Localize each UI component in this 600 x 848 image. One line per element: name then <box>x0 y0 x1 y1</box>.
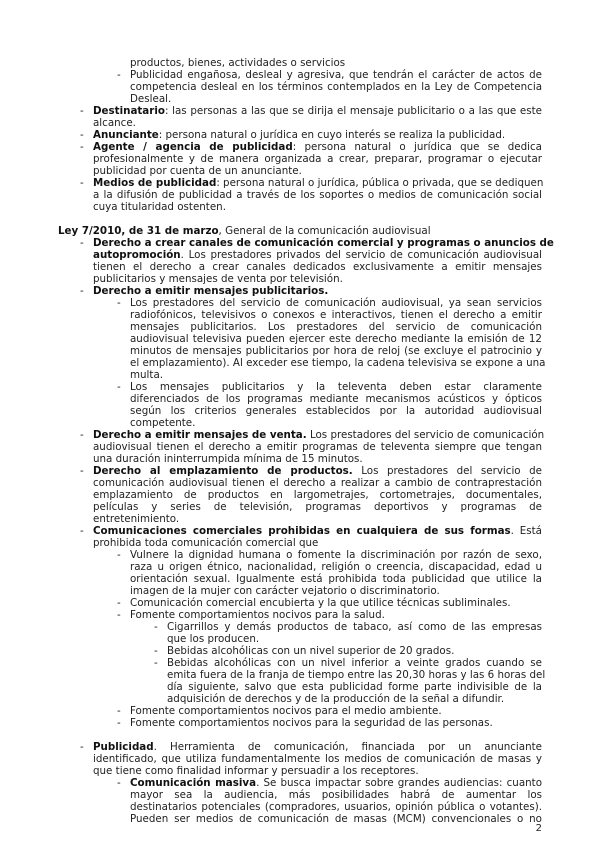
list-dash: - <box>80 741 84 753</box>
text-line: Los mensajes publicitarios y la televenta deben estar claramente <box>130 381 542 393</box>
list-dash: - <box>80 141 84 153</box>
text-line: entretenimiento. <box>93 513 180 525</box>
text-line: Bebidas alcohólicas con un nivel inferior a veinte grados cuando se <box>167 657 542 669</box>
text-line: según los criterios generales establecidos por la autoridad audiovisual <box>130 405 542 417</box>
text-line: Desleal. <box>130 93 172 105</box>
text-line: Vulnere la dignidad humana o fomente la discriminación por razón de sexo, <box>130 549 542 561</box>
page-number: 2 <box>535 823 542 834</box>
text-line <box>93 129 542 141</box>
text-line: publicitarios y mensajes de venta por televisión. <box>93 273 343 285</box>
text-line: alcance. <box>93 117 136 129</box>
text-line <box>93 285 542 297</box>
list-dash: - <box>117 549 121 561</box>
text-line: adquisición de derechos y de la producción de la señal a difundir. <box>167 693 505 705</box>
text-line: multa. <box>130 369 164 381</box>
term-label: Derecho a crear canales de comunicación comercial y programas o anuncios de <box>93 237 554 249</box>
list-dash: - <box>117 297 121 309</box>
term-label: Derecho a emitir mensajes publicitarios. <box>93 285 329 297</box>
list-dash: - <box>117 609 121 621</box>
law-title: Ley 7/2010, de 31 de marzo <box>58 225 219 237</box>
text-line <box>93 465 542 477</box>
text-line: audiovisual televisiva pueden ejercer este derecho mediante la emisión de 12 <box>130 333 542 345</box>
list-dash: - <box>80 177 84 189</box>
text-line: mensajes publicitarios. Los prestadores del servicio de comunicación <box>130 321 542 333</box>
text-line: tienen el derecho a crear canales dedicados exclusivamente a emitir mensajes <box>93 261 542 273</box>
term-label: Derecho al emplazamiento de productos. <box>93 465 353 477</box>
list-dash: - <box>80 285 84 297</box>
text-line: emplazamiento de productos en largometrajes, cortometrajes, documentales, <box>93 489 542 501</box>
text-line: Los prestadores del servicio de comunicación audiovisual, ya sean servicios <box>130 297 542 309</box>
text-line: a la difusión de publicidad a través de los soportes o medios de comunicación social <box>93 189 542 201</box>
text-line: que los producen. <box>167 633 260 645</box>
text-line: que tiene como finalidad informar y persuadir a los receptores. <box>93 765 419 777</box>
text-line: Comunicación comercial encubierta y la que utilice técnicas subliminales. <box>130 597 511 609</box>
term-label: autopromoción <box>93 249 181 261</box>
text-line: día siguiente, salvo que esta publicidad forme parte indivisible de la <box>167 681 542 693</box>
text-line: el emplazamiento). Al exceder ese tiempo, la cadena televisiva se expone a una <box>130 357 546 369</box>
text-span: . Herramienta de comunicación, financiada por un anunciante <box>153 741 542 753</box>
text-line <box>93 741 542 753</box>
text-line <box>93 237 554 249</box>
text-line: competencia desleal en los términos contemplados en la Ley de Competencia <box>130 81 542 93</box>
law-heading <box>58 225 542 237</box>
term-label: Derecho a emitir mensajes de venta. <box>93 429 307 441</box>
text-line: publicidad por cuenta de un anunciante. <box>93 165 302 177</box>
text-line: Fomente comportamientos nocivos para el medio ambiente. <box>130 705 442 717</box>
term-label: Comunicación masiva <box>130 777 257 789</box>
list-dash: - <box>80 237 84 249</box>
text-line: minutos de mensajes publicitarios por hora de reloj (se excluye el patrocinio y <box>130 345 542 357</box>
text-line: radiofónicos, televisivos o conexos e interactivos, tienen el derecho a emitir <box>130 309 542 321</box>
text-line: cuya titularidad ostenten. <box>93 201 226 213</box>
list-dash: - <box>154 657 158 669</box>
text-span: Los prestadores del servicio de <box>352 465 542 477</box>
list-dash: - <box>117 597 121 609</box>
text-span: : las personas a las que se dirija el mensaje publicitario o a las que este <box>164 105 542 117</box>
term-label: Agente / agencia de publicidad <box>93 141 293 153</box>
list-dash: - <box>117 705 121 717</box>
list-dash: - <box>80 465 84 477</box>
list-dash: - <box>117 777 121 789</box>
text-span: : persona natural o jurídica que se dedica <box>292 141 542 153</box>
text-line: mayor sea la audiencia, más posibilidades habrá de aumentar los <box>130 789 542 801</box>
text-line: Fomente comportamientos nocivos para la salud. <box>130 609 385 621</box>
list-dash: - <box>117 381 121 393</box>
term-label: Publicidad <box>93 741 154 753</box>
list-dash: - <box>154 621 158 633</box>
text-line: audiovisual tienen el derecho a emitir programas de televenta siempre que tengan <box>93 441 542 453</box>
text-line <box>93 177 542 189</box>
list-dash: - <box>117 717 121 729</box>
text-line: diferenciados de los programas mediante mecanismos acústicos y ópticos <box>130 393 542 405</box>
list-dash: - <box>154 645 158 657</box>
text-line: Bebidas alcohólicas con un nivel superior de 20 grados. <box>167 645 455 657</box>
text-span: : persona natural o jurídica, pública o privada, que se dediquen <box>216 177 544 189</box>
text-line: orientación sexual. Igualmente está prohibida toda publicidad que utilice la <box>130 573 542 585</box>
text-line: Pueden ser medios de comunicación de masas (MCM) convencionales o no <box>130 813 542 825</box>
list-dash: - <box>80 129 84 141</box>
text-line <box>93 141 542 153</box>
text-line: Cigarrillos y demás productos de tabaco, así como de las empresas <box>167 621 542 633</box>
text-line <box>93 105 542 117</box>
term-label: Comunicaciones comerciales prohibidas en cualquiera de sus formas <box>93 525 511 537</box>
list-dash: - <box>117 69 121 81</box>
text-line: imagen de la mujer con carácter vejatorio o discriminatorio. <box>130 585 440 597</box>
text-line: prohibida toda comunicación comercial que <box>93 537 319 549</box>
text-line: comunicación audiovisual tienen el derecho a realizar a cambio de contraprestación <box>93 477 542 489</box>
text-line: raza u origen étnico, nacionalidad, religión o creencia, discapacidad, edad u <box>130 561 542 573</box>
text-line: una duración ininterrumpida mínima de 15 minutos. <box>93 453 363 465</box>
text-span: , General de la comunicación audiovisual <box>218 225 431 237</box>
list-dash: - <box>80 429 84 441</box>
text-line <box>93 525 542 537</box>
text-line: emita fuera de la franja de tiempo entre las 20,30 horas y las 6 horas del <box>167 669 546 681</box>
text-line: competente. <box>130 417 196 429</box>
text-span: . Los prestadores privados del servicio de comunicación audiovisual <box>180 249 542 261</box>
term-label: Anunciante <box>93 129 159 141</box>
text-line: Publicidad engañosa, desleal y agresiva, que tendrán el carácter de actos de <box>130 69 542 81</box>
text-line <box>93 429 545 441</box>
text-line <box>130 777 542 789</box>
list-dash: - <box>80 105 84 117</box>
text-line: películas y series de televisión, programas deportivos y programas de <box>93 501 542 513</box>
list-dash: - <box>80 525 84 537</box>
text-line <box>93 249 542 261</box>
text-span: . Se busca impactar sobre grandes audiencias: cuanto <box>256 777 542 789</box>
text-line: productos, bienes, actividades o servicios <box>130 57 346 69</box>
term-label: Destinatario <box>93 105 165 117</box>
text-span: . Está <box>510 525 542 537</box>
text-span: Los prestadores del servicio de comunicación <box>306 429 545 441</box>
text-line: destinatarios potenciales (compradores, usuarios, opinión pública o votantes). <box>130 801 542 813</box>
text-span: : persona natural o jurídica en cuyo interés se realiza la publicidad. <box>158 129 506 141</box>
text-line: identificado, que utiliza fundamentalmente los medios de comunicación de masas y <box>93 753 542 765</box>
text-line: Fomente comportamientos nocivos para la seguridad de las personas. <box>130 717 493 729</box>
term-label: Medios de publicidad <box>93 177 217 189</box>
text-line: profesionalmente y de manera organizada a crear, preparar, programar o ejecutar <box>93 153 542 165</box>
